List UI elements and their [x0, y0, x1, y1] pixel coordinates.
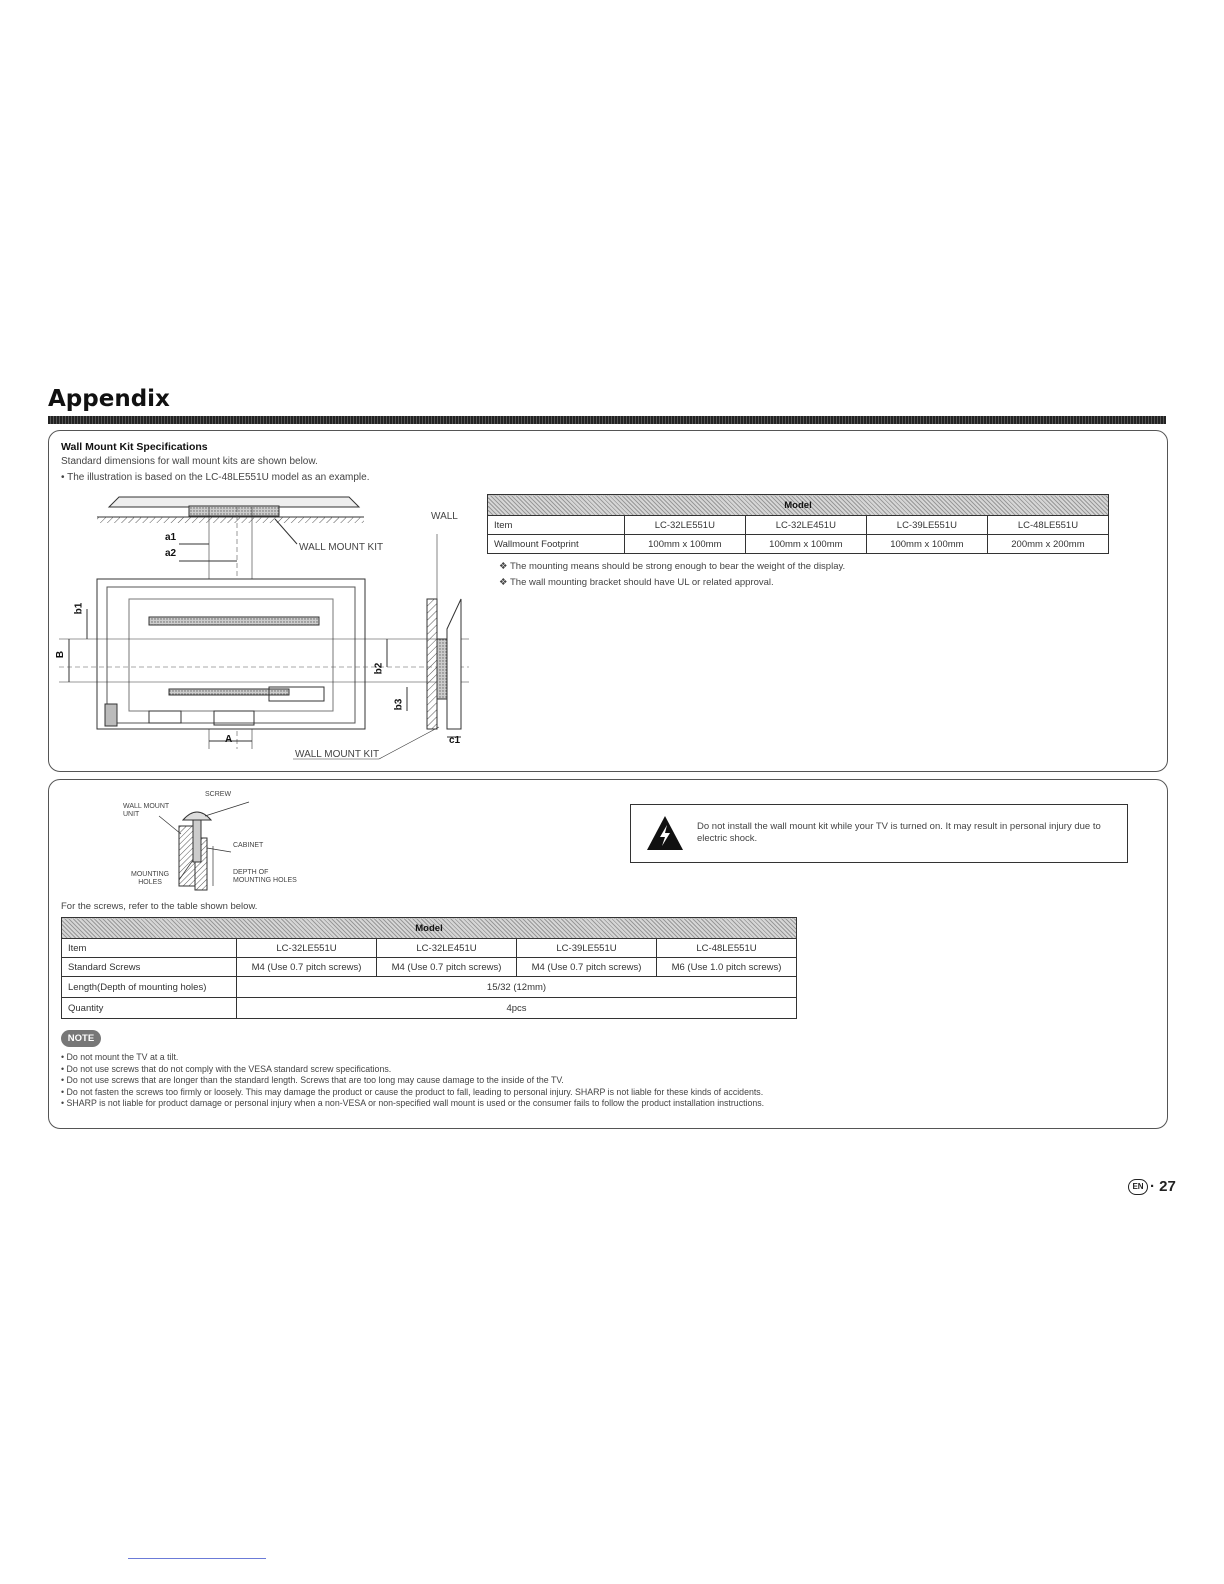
cabinet-label: CABINET	[233, 842, 264, 849]
wall-mount-specs-panel	[48, 430, 1168, 772]
mounting-holes-label: MOUNTING HOLES	[131, 871, 170, 886]
dim-b1: b1	[73, 602, 85, 615]
notes-list	[61, 1052, 764, 1110]
list-item: • Do not use screws that are longer than the standard length. Screws that are too long may cause damage to the inside of the TV.	[61, 1075, 564, 1085]
table-cell: 100mm x 100mm	[745, 535, 866, 554]
page-number	[1128, 1178, 1176, 1195]
wall-label: WALL	[431, 511, 458, 522]
table-cell: M4 (Use 0.7 pitch screws)	[237, 958, 377, 977]
illustration-note: • The illustration is based on the LC-48LE551U model as an example.	[61, 472, 370, 483]
list-item: • Do not fasten the screws too firmly or loosely. This may damage the product or cause the product to fall, leading to personal injury. SHARP is not liable for these kinds of accidents.	[61, 1086, 764, 1097]
list-item: • SHARP is not liable for product damage or personal injury when a non-VESA or non-specified wall mount is used or the consumer fails to follow the product installation instructions.	[61, 1098, 765, 1108]
model-col: LC-39LE551U	[517, 939, 657, 958]
row-label: Length(Depth of mounting holes)	[62, 977, 237, 998]
section-subheading: Standard dimensions for wall mount kits are shown below.	[61, 456, 318, 467]
footer-link-line	[128, 1558, 266, 1559]
depth-label: DEPTH OF MOUNTING HOLES	[233, 869, 297, 884]
mount-note: ❖ The wall mounting bracket should have UL or related approval.	[499, 577, 774, 588]
table-cell: 15/32 (12mm)	[237, 977, 797, 998]
screw-table	[61, 917, 797, 1019]
list-item: • Do not use screws that do not comply with the VESA standard screw specifications.	[61, 1063, 392, 1074]
screw-reference-text: For the screws, refer to the table shown below.	[61, 901, 258, 912]
table-cell: M4 (Use 0.7 pitch screws)	[517, 958, 657, 977]
dim-a1: a1	[165, 532, 177, 543]
screw-label: SCREW	[205, 791, 232, 798]
dim-B: B	[55, 650, 67, 659]
model-col: LC-39LE551U	[866, 516, 987, 535]
wall-mount-kit-label-bottom: WALL MOUNT KIT	[295, 749, 380, 760]
warning-box	[630, 804, 1128, 863]
language-badge: EN	[1128, 1179, 1148, 1195]
item-header: Item	[62, 939, 237, 958]
wall-mount-unit-label: WALL MOUNT UNIT	[123, 803, 170, 818]
model-col: LC-32LE451U	[745, 516, 866, 535]
title-rule	[48, 416, 1166, 424]
row-label: Wallmount Footprint	[488, 535, 625, 554]
table-cell: M4 (Use 0.7 pitch screws)	[377, 958, 517, 977]
row-label: Quantity	[62, 998, 237, 1019]
item-header: Item	[488, 516, 625, 535]
wall-mount-diagram	[49, 489, 469, 769]
page-separator: ·	[1150, 1178, 1155, 1195]
dim-a2: a2	[165, 548, 177, 559]
mount-note: ❖ The mounting means should be strong enough to bear the weight of the display.	[499, 561, 846, 572]
model-col: LC-32LE551U	[237, 939, 377, 958]
note-badge: NOTE	[61, 1030, 101, 1047]
screw-specs-panel	[48, 779, 1168, 1129]
row-label: Standard Screws	[62, 958, 237, 977]
list-item: • Do not mount the TV at a tilt.	[61, 1052, 179, 1062]
dim-A: A	[225, 734, 233, 745]
table-cell: M6 (Use 1.0 pitch screws)	[657, 958, 797, 977]
electric-shock-warning-icon	[645, 814, 685, 852]
table-cell: 4pcs	[237, 998, 797, 1019]
footprint-table	[487, 494, 1109, 554]
dim-c1: c1	[449, 735, 461, 746]
wall-mount-kit-label-top: WALL MOUNT KIT	[299, 542, 384, 553]
table-cell: 100mm x 100mm	[624, 535, 745, 554]
warning-text: Do not install the wall mount kit while your TV is turned on. It may result in personal injury due to electric shock.	[697, 821, 1101, 844]
page-title: Appendix	[48, 386, 170, 412]
page-number-value: 27	[1159, 1178, 1176, 1195]
model-col: LC-48LE551U	[987, 516, 1108, 535]
model-col: LC-32LE551U	[624, 516, 745, 535]
table-cell: 200mm x 200mm	[987, 535, 1108, 554]
table-cell: 100mm x 100mm	[866, 535, 987, 554]
dim-b3: b3	[393, 698, 405, 711]
section-heading: Wall Mount Kit Specifications	[61, 441, 208, 453]
dim-b2: b2	[373, 662, 385, 675]
model-col: LC-32LE451U	[377, 939, 517, 958]
model-header: Model	[488, 495, 1109, 516]
model-header: Model	[62, 918, 797, 939]
model-col: LC-48LE551U	[657, 939, 797, 958]
